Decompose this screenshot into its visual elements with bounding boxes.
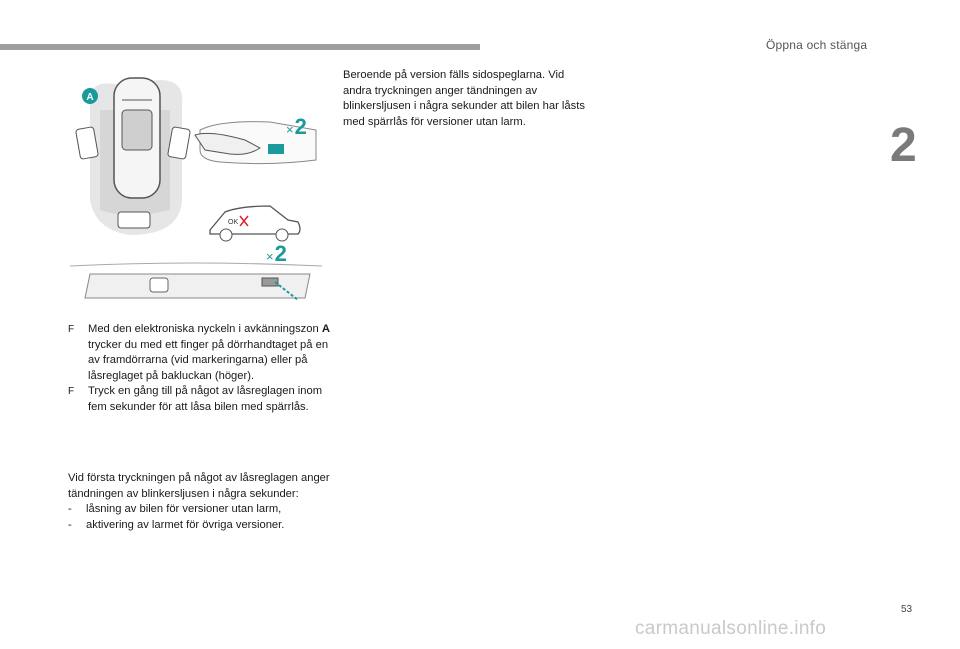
instruction-item	[68, 322, 330, 384]
watermark: carmanualsonline.info	[635, 618, 827, 639]
car-roof	[122, 110, 152, 150]
dash-marker: -	[68, 518, 72, 531]
dash-marker: -	[68, 503, 72, 515]
right-column-paragraph: Beroende på version fälls sidospeglarna. Vid andra tryckningen anger tändningen av blinkersljusen i några sekunder att bilen har låsts med spärrlås för versioner utan larm.	[343, 69, 585, 128]
handle-marker	[268, 144, 284, 154]
wheel-front	[220, 229, 232, 241]
instruction-text-end: trycker du med ett finger på dörrhandtaget på en av framdörrarna (vid markeringarna) eller på låsreglaget på bakluckan (höger).	[88, 338, 329, 382]
ok-label: OK	[228, 219, 239, 226]
chapter-number: 2	[890, 119, 917, 172]
car-diagram-svg	[70, 70, 330, 310]
instruction-bold: A	[321, 323, 330, 335]
wheel-rear	[276, 229, 288, 241]
key-fob-rear	[118, 212, 150, 228]
page-number: 53	[901, 604, 913, 615]
bullet-marker: F	[68, 386, 75, 397]
list-item	[68, 502, 330, 518]
blinker-intro: Vid första tryckningen på något av låsreglagen anger tändningen av blinkersljusen i några sekunder:	[68, 472, 330, 500]
list-item	[68, 518, 330, 534]
press-count-bottom: 2	[274, 241, 287, 266]
locking-illustration	[70, 70, 330, 315]
instruction-text: Med den elektroniska nyckeln i avkänningszon	[88, 323, 322, 335]
times-symbol: ×	[286, 122, 294, 137]
press-twice-bottom	[266, 241, 287, 267]
bullet-marker: F	[68, 324, 75, 335]
list-item-text: låsning av bilen för versioner utan larm,	[86, 503, 282, 515]
press-twice-top	[286, 114, 307, 140]
instruction-text: Tryck en gång till på något av låsreglagen inom fem sekunder för att låsa bilen med spärrlås.	[88, 385, 323, 413]
instruction-list	[68, 322, 330, 415]
header-bar	[0, 44, 480, 50]
times-symbol: ×	[266, 249, 274, 264]
zone-a-label: A	[86, 92, 94, 103]
blinker-paragraph	[68, 471, 330, 533]
instruction-item	[68, 384, 330, 415]
camera	[150, 278, 168, 292]
section-title: Öppna och stänga	[766, 38, 868, 52]
list-item-text: aktivering av larmet för övriga versioner.	[86, 518, 285, 531]
press-count-top: 2	[294, 114, 307, 139]
